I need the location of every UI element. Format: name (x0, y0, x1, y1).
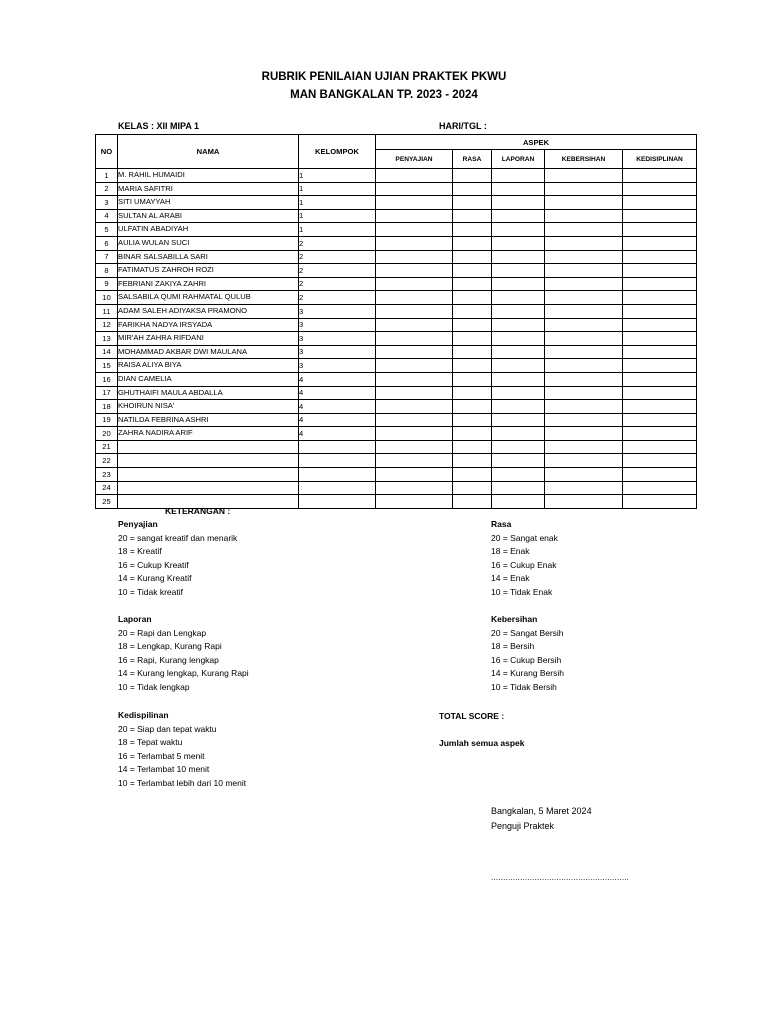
row-nama: SITI UMAYYAH (118, 196, 299, 210)
row-kelompok (299, 468, 376, 482)
col-nama-header: NAMA (118, 135, 299, 169)
row-no: 16 (96, 372, 118, 386)
legend-rasa (491, 518, 558, 600)
row-nama: FATIMATUS ZAHROH ROZI (118, 264, 299, 278)
table-row (96, 196, 697, 210)
score-cell-penyajian (376, 359, 453, 373)
score-cell-laporan (492, 400, 545, 414)
legend-head: Kedispilinan (118, 710, 169, 720)
document-subtitle: MAN BANGKALAN TP. 2023 - 2024 (290, 89, 478, 101)
aspek-penyajian-header: PENYAJIAN (376, 150, 453, 169)
row-nama: ZAHRA NADIRA ARIF (118, 427, 299, 441)
table-row (96, 481, 697, 495)
score-cell-penyajian (376, 264, 453, 278)
score-cell-kebersihan (545, 372, 623, 386)
row-nama: AULIA WULAN SUCI (118, 236, 299, 250)
total-score-label: TOTAL SCORE : (439, 711, 505, 721)
keterangan-title: KETERANGAN : (165, 506, 231, 516)
score-cell-laporan (492, 196, 545, 210)
legend-item: 10 = Tidak Enak (491, 586, 553, 597)
table-row (96, 223, 697, 237)
row-kelompok: 1 (299, 182, 376, 196)
row-kelompok: 3 (299, 359, 376, 373)
row-no: 7 (96, 250, 118, 264)
signature-block (491, 804, 592, 834)
table-row (96, 169, 697, 183)
score-cell-penyajian (376, 277, 453, 291)
col-no-header: NO (96, 135, 118, 169)
table-row (96, 468, 697, 482)
row-kelompok: 3 (299, 318, 376, 332)
score-cell-penyajian (376, 169, 453, 183)
row-no: 17 (96, 386, 118, 400)
score-cell-penyajian (376, 196, 453, 210)
score-cell-rasa (453, 196, 492, 210)
legend-item: 14 = Enak (491, 573, 530, 584)
score-cell-kedisiplinan (623, 304, 697, 318)
row-no: 12 (96, 318, 118, 332)
score-cell-laporan (492, 427, 545, 441)
table-row (96, 304, 697, 318)
legend-item: 20 = Sangat Bersih (491, 627, 564, 638)
legend-item: 16 = Cukup Kreatif (118, 559, 189, 570)
score-cell-laporan (492, 169, 545, 183)
score-cell-kebersihan (545, 386, 623, 400)
row-nama: M. RAHIL HUMAIDI (118, 169, 299, 183)
score-cell-rasa (453, 304, 492, 318)
table-body (96, 169, 697, 509)
score-cell-rasa (453, 454, 492, 468)
score-cell-kebersihan (545, 318, 623, 332)
table-row (96, 440, 697, 454)
score-cell-laporan (492, 182, 545, 196)
score-cell-kebersihan (545, 440, 623, 454)
row-kelompok: 3 (299, 332, 376, 346)
row-no: 20 (96, 427, 118, 441)
score-cell-kebersihan (545, 468, 623, 482)
score-cell-kebersihan (545, 481, 623, 495)
table-row (96, 332, 697, 346)
score-cell-penyajian (376, 372, 453, 386)
row-kelompok (299, 481, 376, 495)
row-kelompok: 1 (299, 209, 376, 223)
score-cell-penyajian (376, 332, 453, 346)
legend-item: 18 = Lengkap, Kurang Rapi (118, 641, 222, 652)
score-cell-rasa (453, 169, 492, 183)
row-no: 24 (96, 481, 118, 495)
table-row (96, 413, 697, 427)
score-cell-rasa (453, 318, 492, 332)
legend-item: 10 = Terlambat lebih dari 10 menit (118, 777, 247, 788)
score-cell-kebersihan (545, 427, 623, 441)
legend-item: 18 = Enak (491, 546, 530, 557)
score-cell-penyajian (376, 400, 453, 414)
row-nama (118, 468, 299, 482)
score-cell-laporan (492, 386, 545, 400)
score-cell-kebersihan (545, 291, 623, 305)
row-nama: MARIA SAFITRI (118, 182, 299, 196)
score-cell-kebersihan (545, 169, 623, 183)
score-cell-kedisiplinan (623, 427, 697, 441)
score-cell-kebersihan (545, 304, 623, 318)
score-cell-penyajian (376, 304, 453, 318)
score-cell-rasa (453, 386, 492, 400)
legend-item: 14 = Kurang lengkap, Kurang Rapi (118, 668, 249, 679)
legend-item: 20 = Siap dan tepat waktu (118, 723, 217, 734)
score-cell-laporan (492, 345, 545, 359)
score-cell-kedisiplinan (623, 318, 697, 332)
score-cell-laporan (492, 236, 545, 250)
row-no: 19 (96, 413, 118, 427)
score-cell-laporan (492, 291, 545, 305)
row-kelompok: 4 (299, 413, 376, 427)
score-cell-laporan (492, 440, 545, 454)
score-cell-kebersihan (545, 345, 623, 359)
legend-item: 20 = Rapi dan Lengkap (118, 627, 207, 638)
row-nama: FEBRIANI ZAKIYA ZAHRI (118, 277, 299, 291)
score-cell-rasa (453, 236, 492, 250)
score-cell-rasa (453, 291, 492, 305)
table-row (96, 427, 697, 441)
row-nama: BINAR SALSABILLA SARI (118, 250, 299, 264)
score-cell-kebersihan (545, 196, 623, 210)
row-kelompok: 4 (299, 427, 376, 441)
score-cell-rasa (453, 182, 492, 196)
score-cell-kebersihan (545, 223, 623, 237)
row-no: 14 (96, 345, 118, 359)
legend-item: 20 = sangat kreatif dan menarik (118, 532, 238, 543)
score-cell-rasa (453, 495, 492, 509)
score-cell-penyajian (376, 481, 453, 495)
signer-role: Penguji Praktek (491, 821, 555, 831)
score-cell-kebersihan (545, 359, 623, 373)
score-cell-laporan (492, 318, 545, 332)
score-cell-kedisiplinan (623, 291, 697, 305)
row-nama (118, 440, 299, 454)
table-row (96, 400, 697, 414)
score-cell-kedisiplinan (623, 468, 697, 482)
row-nama: ADAM SALEH ADIYAKSA PRAMONO (118, 304, 299, 318)
score-cell-rasa (453, 481, 492, 495)
signature-line: ......................................................... (491, 873, 630, 882)
row-no: 2 (96, 182, 118, 196)
legend-item: 10 = Tidak Bersih (491, 681, 557, 692)
score-cell-kedisiplinan (623, 495, 697, 509)
row-no: 25 (96, 495, 118, 509)
score-cell-kedisiplinan (623, 440, 697, 454)
legend-kedisiplinan (118, 709, 246, 791)
score-cell-rasa (453, 223, 492, 237)
score-cell-kedisiplinan (623, 372, 697, 386)
aspek-kedisiplinan-header: KEDISIPLINAN (623, 150, 697, 169)
score-cell-kedisiplinan (623, 359, 697, 373)
row-no: 3 (96, 196, 118, 210)
aspek-laporan-header: LAPORAN (492, 150, 545, 169)
score-cell-rasa (453, 427, 492, 441)
row-nama: NATILDA FEBRINA ASHRI (118, 413, 299, 427)
score-cell-kedisiplinan (623, 481, 697, 495)
score-cell-kebersihan (545, 495, 623, 509)
score-cell-rasa (453, 400, 492, 414)
row-no: 23 (96, 468, 118, 482)
row-nama (118, 454, 299, 468)
legend-head: Kebersihan (491, 614, 538, 624)
score-cell-rasa (453, 413, 492, 427)
row-no: 5 (96, 223, 118, 237)
score-cell-kedisiplinan (623, 277, 697, 291)
score-cell-kedisiplinan (623, 209, 697, 223)
score-cell-rasa (453, 277, 492, 291)
score-cell-kebersihan (545, 400, 623, 414)
score-cell-rasa (453, 209, 492, 223)
score-cell-laporan (492, 372, 545, 386)
score-cell-kebersihan (545, 236, 623, 250)
row-kelompok (299, 454, 376, 468)
row-kelompok: 2 (299, 264, 376, 278)
row-nama: DIAN CAMELIA (118, 372, 299, 386)
row-no: 9 (96, 277, 118, 291)
legend-head: Penyajian (118, 519, 158, 529)
row-no: 13 (96, 332, 118, 346)
row-nama: SULTAN AL ARABI (118, 209, 299, 223)
legend-item: 14 = Kurang Bersih (491, 668, 565, 679)
score-cell-kebersihan (545, 264, 623, 278)
row-kelompok: 2 (299, 291, 376, 305)
score-cell-laporan (492, 468, 545, 482)
legend-item: 18 = Tepat waktu (118, 737, 183, 748)
legend-item: 10 = Tidak lengkap (118, 681, 190, 692)
score-cell-penyajian (376, 223, 453, 237)
legend-item: 20 = Sangat enak (491, 532, 558, 543)
score-cell-kebersihan (545, 332, 623, 346)
row-no: 15 (96, 359, 118, 373)
score-cell-kebersihan (545, 413, 623, 427)
score-cell-penyajian (376, 495, 453, 509)
score-cell-kebersihan (545, 250, 623, 264)
score-cell-kedisiplinan (623, 345, 697, 359)
table-row (96, 372, 697, 386)
table-row (96, 277, 697, 291)
row-nama: KHOIRUN NISA' (118, 400, 299, 414)
score-cell-kedisiplinan (623, 236, 697, 250)
score-cell-kedisiplinan (623, 454, 697, 468)
row-kelompok: 3 (299, 304, 376, 318)
row-no: 22 (96, 454, 118, 468)
aspek-kebersihan-header: KEBERSIHAN (545, 150, 623, 169)
jumlah-aspek-label: Jumlah semua aspek (439, 738, 525, 748)
row-nama (118, 481, 299, 495)
row-nama: RAISA ALIYA BIYA (118, 359, 299, 373)
score-cell-rasa (453, 250, 492, 264)
score-cell-laporan (492, 481, 545, 495)
row-kelompok: 4 (299, 386, 376, 400)
row-kelompok: 2 (299, 277, 376, 291)
row-nama: MOHAMMAD AKBAR DWI MAULANA (118, 345, 299, 359)
score-cell-kedisiplinan (623, 196, 697, 210)
place-date: Bangkalan, 5 Maret 2024 (491, 806, 592, 816)
score-cell-kebersihan (545, 454, 623, 468)
score-cell-penyajian (376, 318, 453, 332)
table-row (96, 359, 697, 373)
table-row (96, 454, 697, 468)
legend-item: 18 = Kreatif (118, 546, 162, 557)
legend-item: 14 = Terlambat 10 menit (118, 764, 210, 775)
kelas-label: KELAS : XII MIPA 1 (118, 121, 200, 131)
row-nama: GHUTHAIFI MAULA ABDALLA (118, 386, 299, 400)
score-cell-rasa (453, 468, 492, 482)
score-cell-rasa (453, 345, 492, 359)
legend-kebersihan (491, 613, 564, 695)
table-row (96, 291, 697, 305)
col-kelompok-header: KELOMPOK (299, 135, 376, 169)
row-no: 10 (96, 291, 118, 305)
legend-head: Laporan (118, 614, 152, 624)
row-no: 6 (96, 236, 118, 250)
score-cell-penyajian (376, 291, 453, 305)
score-cell-penyajian (376, 250, 453, 264)
score-cell-laporan (492, 250, 545, 264)
row-no: 4 (96, 209, 118, 223)
table-row (96, 182, 697, 196)
score-cell-penyajian (376, 413, 453, 427)
score-cell-rasa (453, 372, 492, 386)
score-cell-kedisiplinan (623, 413, 697, 427)
score-cell-kedisiplinan (623, 400, 697, 414)
score-table (95, 134, 697, 509)
row-kelompok (299, 440, 376, 454)
score-cell-kebersihan (545, 277, 623, 291)
score-cell-laporan (492, 209, 545, 223)
row-kelompok: 2 (299, 250, 376, 264)
score-cell-laporan (492, 413, 545, 427)
score-cell-penyajian (376, 427, 453, 441)
score-cell-laporan (492, 454, 545, 468)
row-no: 1 (96, 169, 118, 183)
legend-head: Rasa (491, 519, 512, 529)
legend-penyajian (118, 518, 237, 600)
score-cell-kebersihan (545, 182, 623, 196)
score-cell-laporan (492, 332, 545, 346)
table-row (96, 318, 697, 332)
row-no: 11 (96, 304, 118, 318)
document-title: RUBRIK PENILAIAN UJIAN PRAKTEK PKWU (261, 71, 507, 83)
table-row (96, 264, 697, 278)
score-cell-penyajian (376, 468, 453, 482)
score-cell-laporan (492, 223, 545, 237)
score-cell-penyajian (376, 345, 453, 359)
table-row (96, 386, 697, 400)
score-cell-kedisiplinan (623, 332, 697, 346)
score-cell-laporan (492, 264, 545, 278)
score-cell-kedisiplinan (623, 250, 697, 264)
score-cell-kebersihan (545, 209, 623, 223)
score-cell-rasa (453, 440, 492, 454)
row-nama: MIR'AH ZAHRA RIFDANI (118, 332, 299, 346)
col-aspek-header: ASPEK (376, 135, 697, 150)
row-kelompok: 1 (299, 223, 376, 237)
legend-item: 10 = Tidak kreatif (118, 586, 183, 597)
score-cell-penyajian (376, 236, 453, 250)
legend-item: 16 = Rapi, Kurang lengkap (118, 654, 219, 665)
row-kelompok: 3 (299, 345, 376, 359)
score-cell-kedisiplinan (623, 386, 697, 400)
score-cell-penyajian (376, 209, 453, 223)
score-cell-kedisiplinan (623, 223, 697, 237)
score-cell-laporan (492, 304, 545, 318)
table-row (96, 345, 697, 359)
row-kelompok: 2 (299, 236, 376, 250)
score-cell-penyajian (376, 454, 453, 468)
legend-laporan (118, 613, 249, 695)
table-row (96, 250, 697, 264)
legend-item: 16 = Cukup Bersih (491, 654, 562, 665)
score-cell-kedisiplinan (623, 264, 697, 278)
score-cell-rasa (453, 359, 492, 373)
score-cell-laporan (492, 359, 545, 373)
row-kelompok: 4 (299, 372, 376, 386)
score-cell-penyajian (376, 182, 453, 196)
score-cell-rasa (453, 264, 492, 278)
row-kelompok: 4 (299, 400, 376, 414)
row-kelompok: 1 (299, 169, 376, 183)
score-cell-laporan (492, 277, 545, 291)
score-cell-penyajian (376, 440, 453, 454)
row-nama: ULFATIN ABADIYAH (118, 223, 299, 237)
row-kelompok: 1 (299, 196, 376, 210)
aspek-rasa-header: RASA (453, 150, 492, 169)
score-cell-penyajian (376, 386, 453, 400)
legend-item: 16 = Terlambat 5 menit (118, 750, 205, 761)
row-kelompok (299, 495, 376, 509)
hari-tgl-label: HARI/TGL : (439, 121, 487, 131)
row-no: 21 (96, 440, 118, 454)
score-cell-rasa (453, 332, 492, 346)
score-cell-kedisiplinan (623, 169, 697, 183)
table-row (96, 209, 697, 223)
table-row (96, 236, 697, 250)
score-cell-kedisiplinan (623, 182, 697, 196)
row-no: 8 (96, 264, 118, 278)
score-cell-laporan (492, 495, 545, 509)
legend-item: 14 = Kurang Kreatif (118, 573, 192, 584)
legend-item: 18 = Bersih (491, 641, 535, 652)
row-nama: SALSABILA QUMI RAHMATAL QULUB (118, 291, 299, 305)
row-nama: FARIKHA NADYA IRSYADA (118, 318, 299, 332)
row-no: 18 (96, 400, 118, 414)
legend-item: 16 = Cukup Enak (491, 559, 557, 570)
